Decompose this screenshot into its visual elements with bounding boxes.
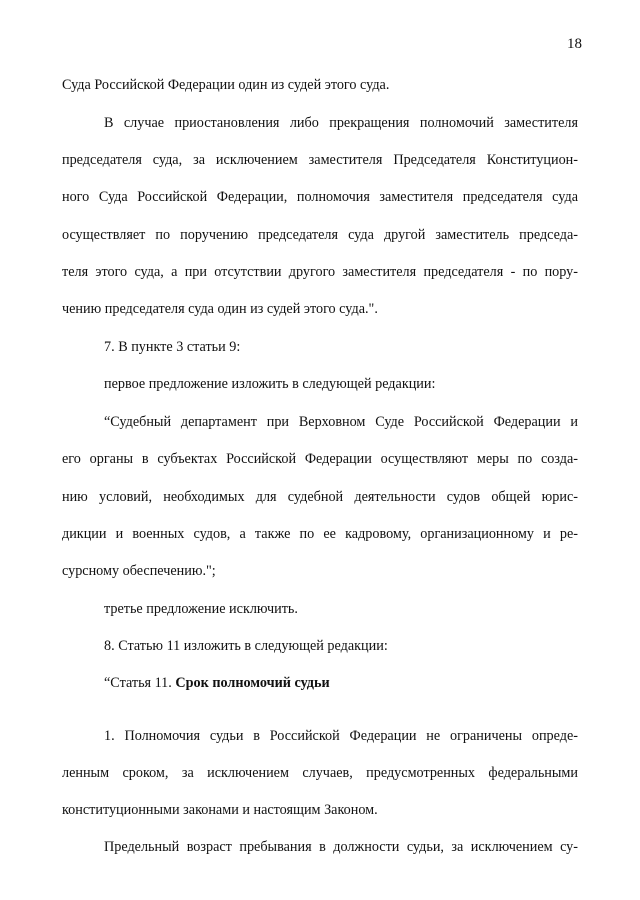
text-line: Суда Российской Федерации один из судей этого суда. [62, 77, 390, 93]
text-line: теля этого суда, а при отсутствии другого заместителя председателя - по пору- [62, 264, 578, 280]
text-line: 1. Полномочия судьи в Российской Федерации не ограничены опреде- [104, 728, 578, 744]
text-line: дикции и военных судов, а также по ее кадровому, организационному и ре- [62, 526, 578, 542]
text-line: 8. Статью 11 изложить в следующей редакции: [104, 638, 388, 654]
text-line: третье предложение исключить. [104, 601, 298, 617]
text-line: нию условий, необходимых для судебной деятельности судов общей юрис- [62, 489, 578, 505]
article-title: Срок полномочий судьи [175, 675, 330, 691]
article-number: “Статья 11. [104, 675, 172, 691]
text-line: Предельный возраст пребывания в должности судьи, за исключением су- [104, 839, 578, 855]
text-line: осуществляет по поручению председателя суда другой заместитель председа- [62, 227, 578, 243]
text-line: ленным сроком, за исключением случаев, предусмотренных федеральными [62, 765, 578, 781]
page-number: 18 [567, 36, 582, 52]
text-line: сурсному обеспечению."; [62, 563, 216, 579]
text-line: конституционными законами и настоящим Законом. [62, 802, 378, 818]
text-line: ного Суда Российской Федерации, полномочия заместителя председателя суда [62, 189, 578, 205]
text-line: его органы в субъектах Российской Федерации осуществляют меры по созда- [62, 451, 578, 467]
text-line: первое предложение изложить в следующей редакции: [104, 376, 436, 392]
text-line: председателя суда, за исключением заместителя Председателя Конституцион- [62, 152, 578, 168]
text-line: “Судебный департамент при Верховном Суде Российской Федерации и [104, 414, 578, 430]
text-line: чению председателя суда один из судей этого суда.". [62, 301, 378, 317]
article-heading [104, 674, 578, 692]
text-line: 7. В пункте 3 статьи 9: [104, 339, 241, 355]
text-line: В случае приостановления либо прекращения полномочий заместителя [104, 115, 578, 131]
